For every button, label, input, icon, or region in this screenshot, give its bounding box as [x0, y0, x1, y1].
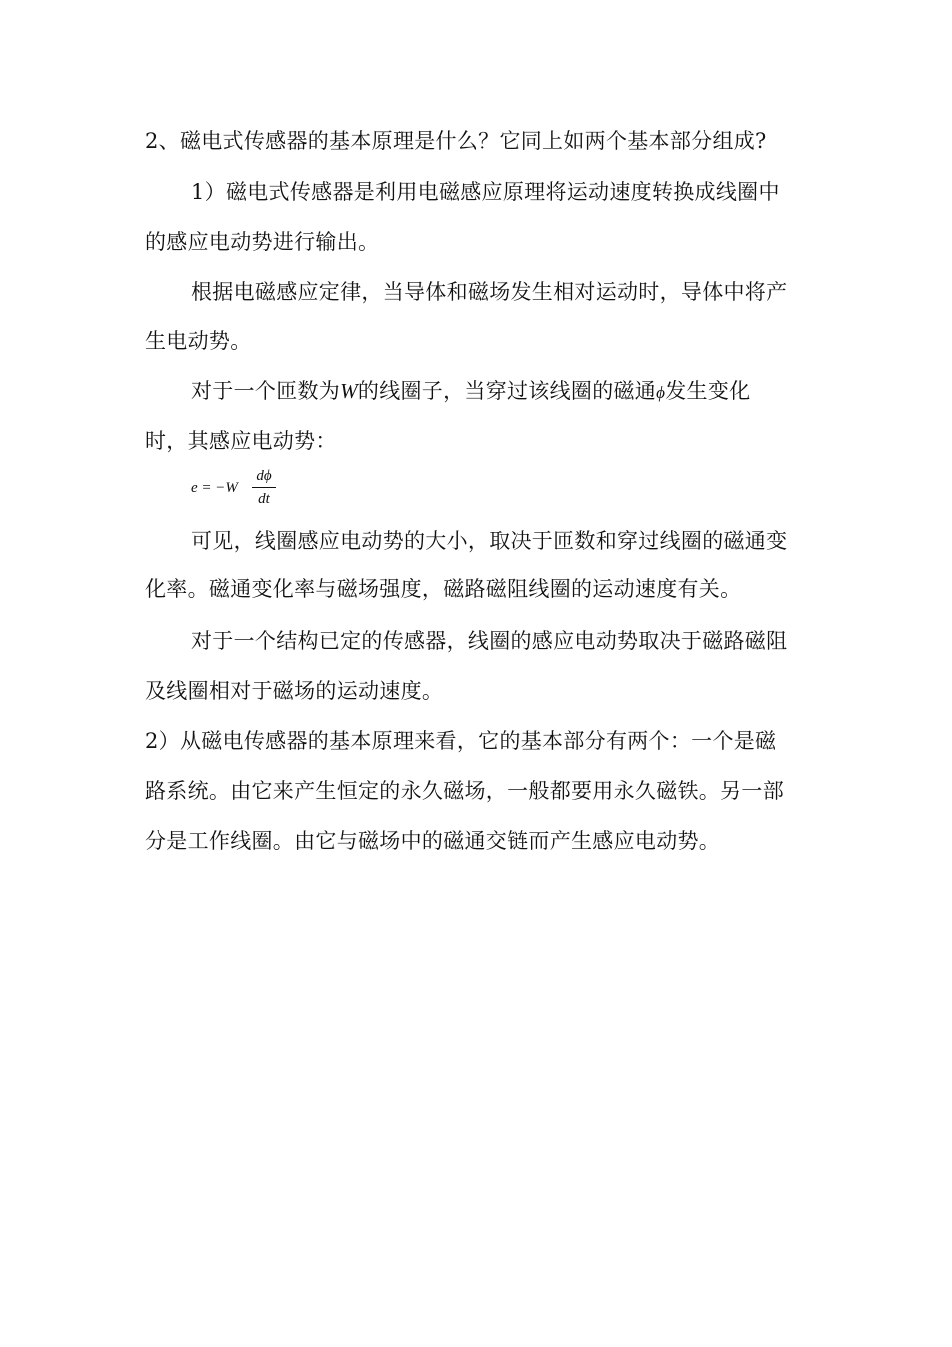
formula-denominator: dt — [258, 491, 270, 507]
paragraph-4-line-1: 可见，线圈感应电动势的大小，取决于匝数和穿过线圈的磁通变 — [191, 529, 788, 553]
paragraph-1-line-1: 1）磁电式传感器是利用电磁感应原理将运动速度转换成线圈中 — [191, 180, 780, 204]
formula-numerator: dϕ — [256, 468, 272, 484]
paragraph-5-line-2: 及线圈相对于磁场的运动速度。 — [145, 679, 444, 703]
paragraph-6-line-2: 路系统。由它来产生恒定的永久磁场，一般都要用永久磁铁。另一部 — [145, 779, 784, 803]
paragraph-4-line-2: 化率。磁通变化率与磁场强度，磁路磁阻线圈的运动速度有关。 — [145, 577, 742, 601]
paragraph-3-line-1 — [191, 376, 750, 408]
paragraph-1-line-2: 的感应电动势进行输出。 — [145, 230, 380, 254]
formula-lhs: e = −W — [191, 480, 238, 496]
turns-symbol: W — [340, 379, 358, 403]
fraction-bar — [252, 487, 276, 488]
paragraph-6-line-3: 分是工作线圈。由它与磁场中的磁通交链而产生感应电动势。 — [145, 829, 721, 853]
paragraph-2-line-1: 根据电磁感应定律，当导体和磁场发生相对运动时，导体中将产 — [191, 280, 788, 304]
question-heading: 2、磁电式传感器的基本原理是什么？它同上如两个基本部分组成? — [145, 129, 767, 153]
paragraph-3-line-2: 时，其感应电动势： — [145, 429, 337, 453]
paragraph-3-text-a: 对于一个匝数为 — [191, 379, 341, 403]
emf-formula — [191, 466, 311, 516]
paragraph-5-line-1: 对于一个结构已定的传感器，线圈的感应电动势取决于磁路磁阻 — [191, 629, 788, 653]
formula-fraction — [252, 466, 276, 509]
flux-symbol: ϕ — [656, 383, 666, 402]
paragraph-3-text-c: 发生变化 — [665, 379, 751, 403]
paragraph-6-line-1: 2）从磁电传感器的基本原理来看，它的基本部分有两个：一个是磁 — [145, 729, 777, 753]
paragraph-2-line-2: 生电动势。 — [145, 329, 252, 353]
paragraph-3-text-b: 的线圈子，当穿过该线圈的磁通 — [357, 379, 657, 403]
